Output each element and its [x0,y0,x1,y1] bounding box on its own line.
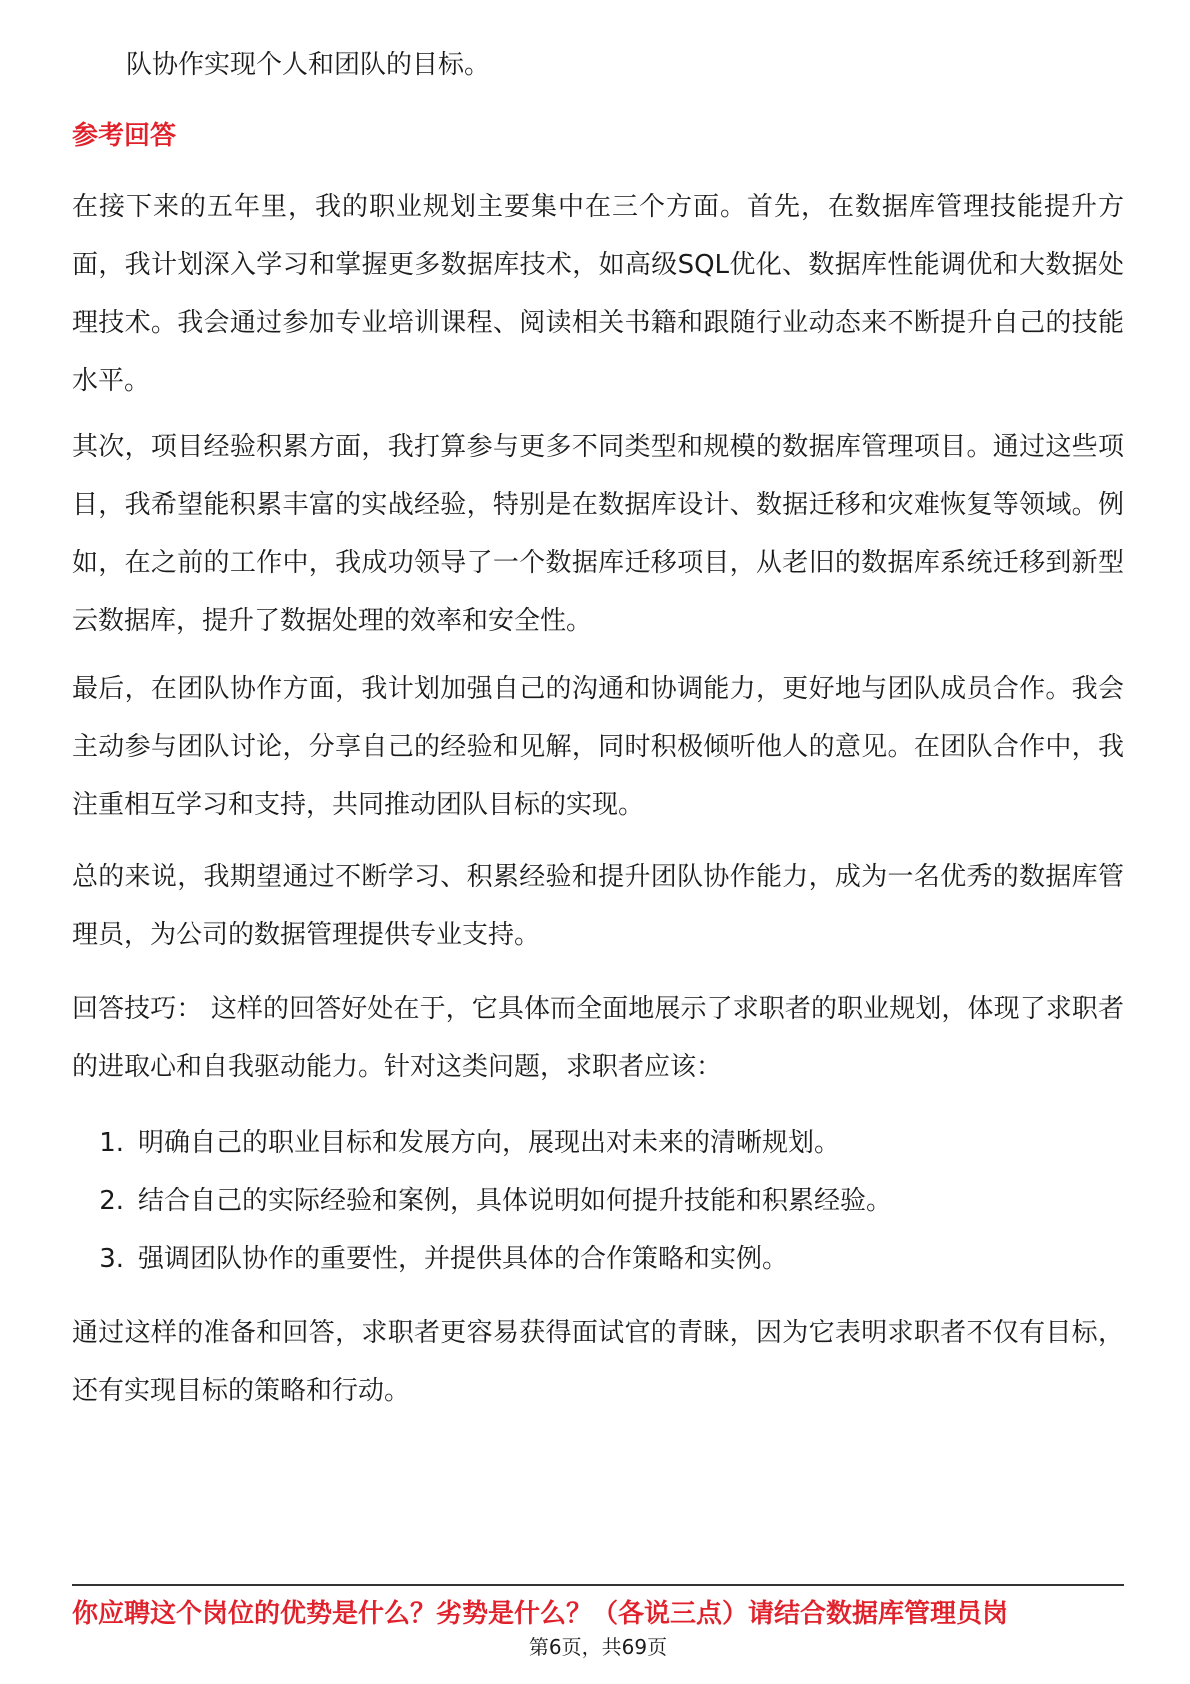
list-text: 结合自己的实际经验和案例，具体说明如何提升技能和积累经验。 [138,1186,893,1216]
tips-list [72,1114,1124,1288]
answer-paragraph-1: 在接下来的五年里，我的职业规划主要集中在三个方面。首先，在数据库管理技能提升方面，我计划深入学习和掌握更多数据库技术，如高级SQL优化、数据库性能调优和大数据处理技术。我会通过参加专业培训课程、阅读相关书籍和跟随行业动态来不断提升自己的技能水平。 [72,192,1124,396]
answer-paragraph-2: 其次，项目经验积累方面，我打算参与更多不同类型和规模的数据库管理项目。通过这些项目，我希望能积累丰富的实战经验，特别是在数据库设计、数据迁移和灾难恢复等领域。例如，在之前的工作中，我成功领导了一个数据库迁移项目，从老旧的数据库系统迁移到新型云数据库，提升了数据处理的效率和安全性。 [72,432,1124,636]
document-page [72,0,1124,1684]
next-question-heading: 你应聘这个岗位的优势是什么？劣势是什么？（各说三点）请结合数据库管理员岗 [72,1599,1009,1629]
section-divider [72,1584,1124,1586]
answer-paragraph-3: 最后，在团队协作方面，我计划加强自己的沟通和协调能力，更好地与团队成员合作。我会主动参与团队讨论，分享自己的经验和见解，同时积极倾听他人的意见。在团队合作中，我注重相互学习和支持，共同推动团队目标的实现。 [72,674,1124,820]
list-text: 明确自己的职业目标和发展方向，展现出对未来的清晰规划。 [138,1128,841,1158]
list-text: 强调团队协作的重要性，并提供具体的合作策略和实例。 [138,1244,789,1274]
list-number: 2. [99,1186,124,1216]
page-number: 第6页，共69页 [528,1635,668,1659]
answer-tips-intro: 回答技巧： 这样的回答好处在于，它具体而全面地展示了求职者的职业规划，体现了求职者的进取心和自我驱动能力。针对这类问题，求职者应该： [72,994,1124,1082]
closing-paragraph: 通过这样的准备和回答，求职者更容易获得面试官的青睐，因为它表明求职者不仅有目标，还有实现目标的策略和行动。 [72,1318,1124,1406]
answer-paragraph-4: 总的来说，我期望通过不断学习、积累经验和提升团队协作能力，成为一名优秀的数据库管理员，为公司的数据管理提供专业支持。 [72,862,1124,950]
list-number: 1. [99,1128,124,1158]
list-item [72,1114,1124,1172]
list-item [72,1230,1124,1288]
continuation-text: 队协作实现个人和团队的目标。 [126,50,491,80]
list-number: 3. [99,1244,124,1274]
answer-heading: 参考回答 [72,121,177,151]
list-item [72,1172,1124,1230]
